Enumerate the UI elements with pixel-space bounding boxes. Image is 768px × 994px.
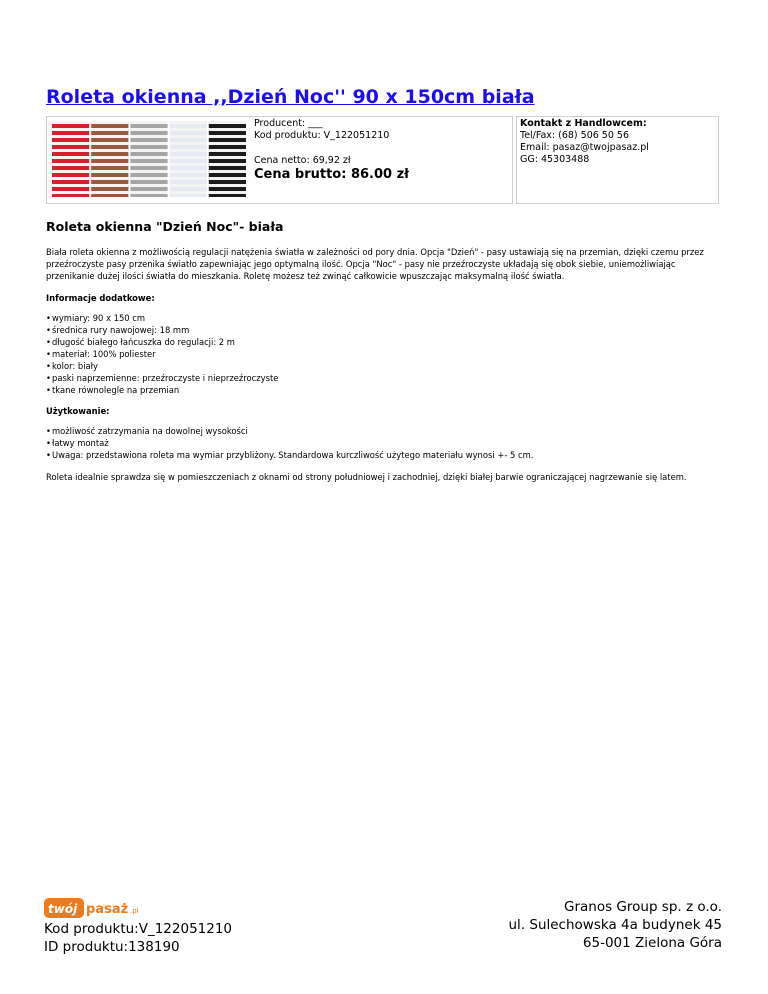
- footer-company-address: [508, 898, 722, 952]
- list-item: • materiał: 100% poliester: [46, 348, 278, 360]
- usage-list: [46, 425, 533, 461]
- company-city: 65-001 Zielona Góra: [582, 935, 722, 951]
- price-net: Cena netto: 69,92 zł: [254, 155, 351, 166]
- contact-box: [516, 116, 719, 204]
- list-item: • tkane równolegle na przemian: [46, 384, 278, 396]
- contact-gg: GG: 45303488: [520, 154, 590, 165]
- company-name: Granos Group sp. z o.o.: [563, 899, 722, 915]
- svg-text:twój: twój: [48, 902, 78, 916]
- list-item: • kolor: biały: [46, 360, 278, 372]
- contact-email: Email: pasaz@twojpasaz.pl: [520, 142, 649, 153]
- extra-info-heading: Informacje dodatkowe:: [46, 293, 155, 303]
- list-item: • długość białego łańcuszka do regulacji: 2 m: [46, 336, 278, 348]
- list-item: • paski naprzemienne: przeźroczyste i nieprzeźroczyste: [46, 372, 278, 384]
- list-item: • średnica rury nawojowej: 18 mm: [46, 324, 278, 336]
- extra-info-list: [46, 312, 278, 396]
- product-image: [51, 121, 247, 197]
- company-street: ul. Sulechowska 4a budynek 45: [508, 917, 722, 933]
- svg-text:pasaż: pasaż: [86, 902, 129, 917]
- producer-text: Producent: ___: [254, 118, 323, 129]
- twojpasaz-logo: [44, 897, 144, 921]
- price-gross: Cena brutto: 86.00 zł: [254, 167, 410, 182]
- usage-heading: Użytkowanie:: [46, 406, 110, 416]
- footer-left: [44, 920, 232, 956]
- description-heading: Roleta okienna "Dzień Noc"- biała: [46, 219, 284, 234]
- product-info-box: [46, 116, 513, 204]
- list-item: • Uwaga: przedstawiona roleta ma wymiar przybliżony. Standardowa kurczliwość użytego materiału wynosi +- 5 cm.: [46, 449, 533, 461]
- list-item: • łatwy montaż: [46, 437, 533, 449]
- description-intro: Biała roleta okienna z możliwością regulacji natężenia światła w zależności od pory dnia. Opcja "Dzień" - pasy ustawiają się na przemian, dzięki czemu przez przeźroczyste pasy przenika światło zapewniając jego optymalną ilość. Opcja "Noc" - pasy nie przeźroczyste układają się obok siebie, uniemożliwiając przenikanie dużej ilości światła do mieszkania. Roletę możesz też zwinąć całkowicie wpuszczając maksymalną ilość światła.: [46, 247, 704, 281]
- product-code-text: Kod produktu: V_122051210: [254, 130, 390, 141]
- contact-phone: Tel/Fax: (68) 506 50 56: [520, 130, 629, 141]
- product-meta: [254, 118, 409, 181]
- footer-product-code: Kod produktu:V_122051210: [44, 921, 233, 937]
- footer-product-id: ID produktu:138190: [44, 939, 180, 955]
- product-title-link[interactable]: Roleta okienna ,,Dzień Noc'' 90 x 150cm biała: [46, 86, 535, 108]
- contact-heading: Kontakt z Handlowcem:: [520, 118, 647, 129]
- list-item: • możliwość zatrzymania na dowolnej wysokości: [46, 425, 533, 437]
- product-title: [46, 86, 535, 108]
- svg-text:.pl: .pl: [130, 907, 139, 915]
- list-item: • wymiary: 90 x 150 cm: [46, 312, 278, 324]
- closing-text: Roleta idealnie sprawdza się w pomieszczeniach z oknami od strony południowej i zachodniej, dzięki białej barwie ograniczającej nagrzewanie się latem.: [46, 472, 687, 482]
